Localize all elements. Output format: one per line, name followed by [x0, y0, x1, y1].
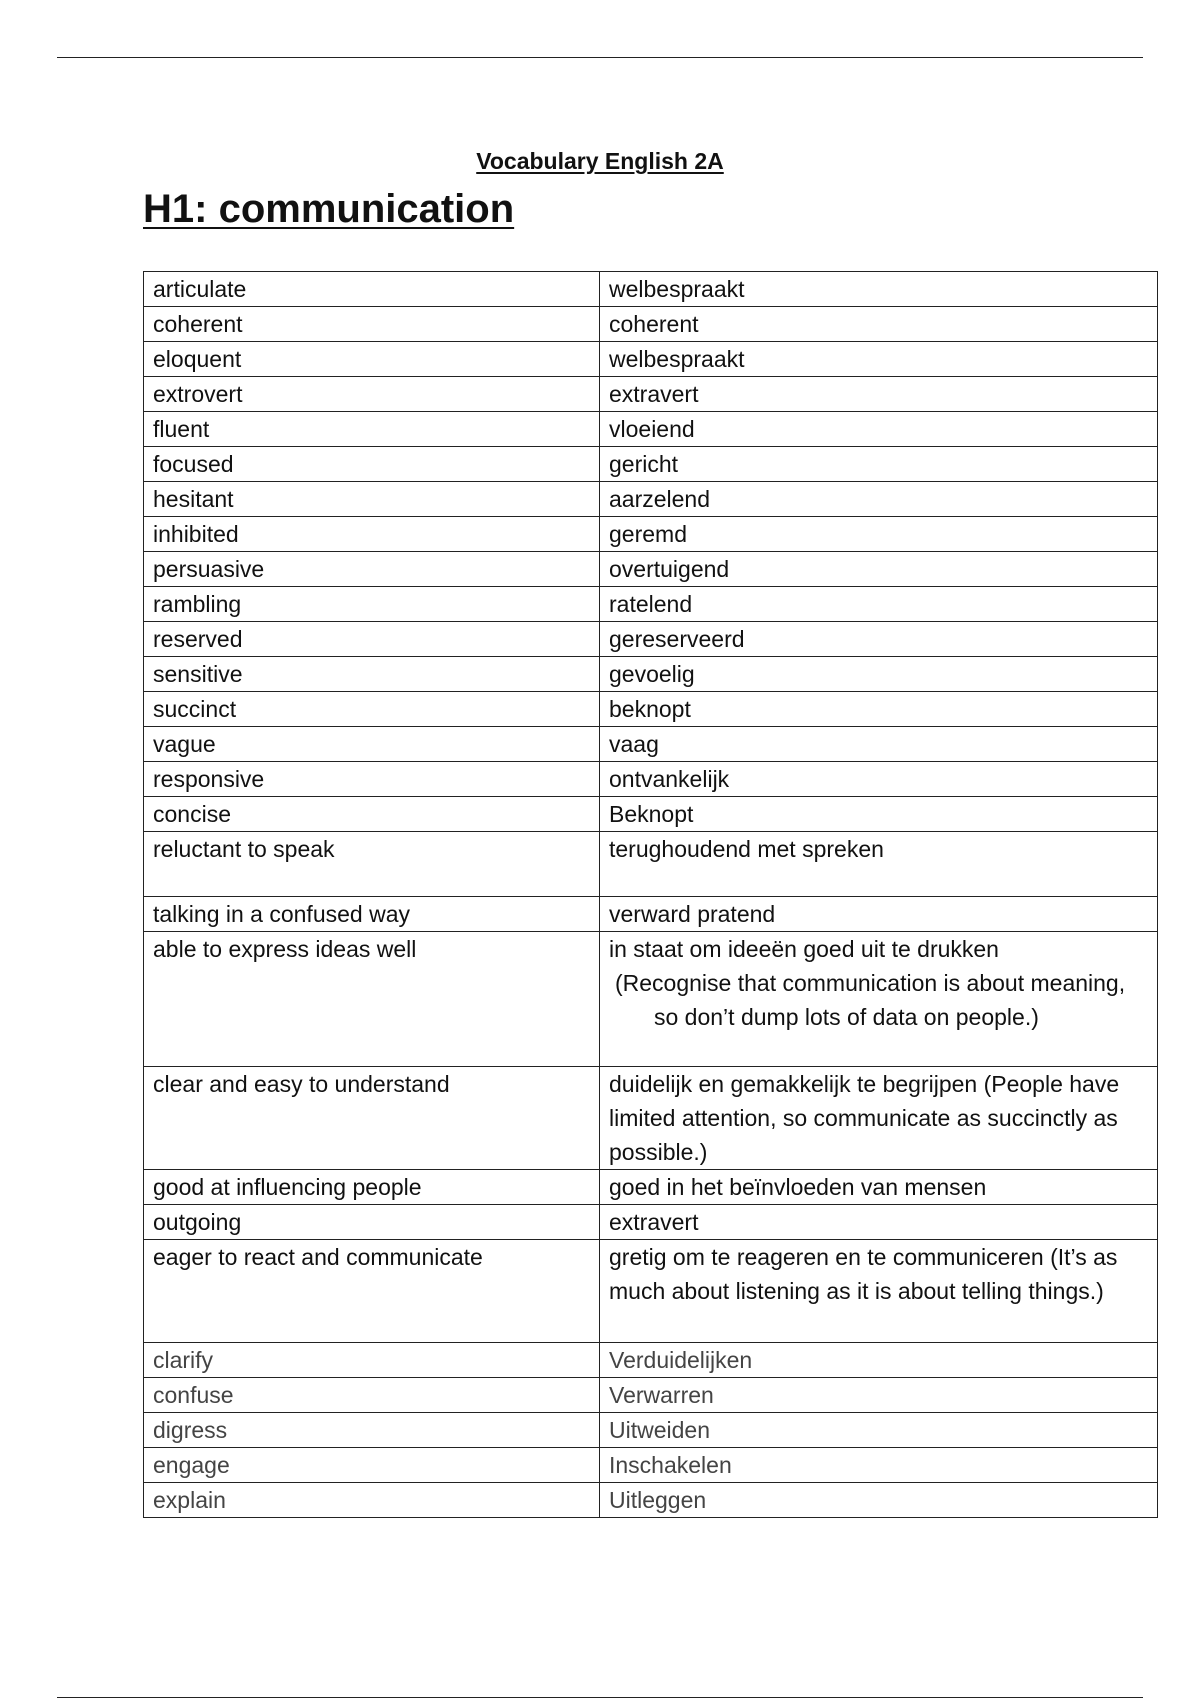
dutch-translation: gericht [600, 447, 1158, 482]
dutch-translation: Beknopt [600, 797, 1158, 832]
dutch-translation: extravert [600, 377, 1158, 412]
table-row [144, 1067, 1158, 1170]
english-term: coherent [144, 307, 600, 342]
dutch-translation: geremd [600, 517, 1158, 552]
table-row [144, 587, 1158, 622]
table-row [144, 517, 1158, 552]
english-term: inhibited [144, 517, 600, 552]
table-row [144, 447, 1158, 482]
dutch-translation: ontvankelijk [600, 762, 1158, 797]
english-term: extrovert [144, 377, 600, 412]
english-term: outgoing [144, 1205, 600, 1240]
english-term: talking in a confused way [144, 897, 600, 932]
table-row [144, 552, 1158, 587]
english-term: responsive [144, 762, 600, 797]
english-term: vague [144, 727, 600, 762]
document-title: Vocabulary English 2A [476, 148, 724, 174]
table-row [144, 1205, 1158, 1240]
english-term: fluent [144, 412, 600, 447]
dutch-translation: Verduidelijken [600, 1343, 1158, 1378]
dutch-translation: Uitleggen [600, 1483, 1158, 1518]
table-row [144, 1240, 1158, 1343]
chapter-heading: H1: communication [143, 187, 515, 231]
english-term: articulate [144, 272, 600, 307]
dutch-translation: Inschakelen [600, 1448, 1158, 1483]
english-term: hesitant [144, 482, 600, 517]
english-term: clarify [144, 1343, 600, 1378]
english-term: succinct [144, 692, 600, 727]
english-term: clear and easy to understand [144, 1067, 600, 1170]
dutch-translation: Verwarren [600, 1378, 1158, 1413]
table-row [144, 622, 1158, 657]
dutch-translation: Uitweiden [600, 1413, 1158, 1448]
table-row [144, 412, 1158, 447]
table-row [144, 1413, 1158, 1448]
dutch-translation: duidelijk en gemakkelijk te begrijpen (People have limited attention, so communicate as succinctly as possible.) [600, 1067, 1158, 1170]
table-row [144, 932, 1158, 1067]
english-term: engage [144, 1448, 600, 1483]
dutch-translation: verward pratend [600, 897, 1158, 932]
vocabulary-table [143, 271, 1158, 1518]
dutch-translation: coherent [600, 307, 1158, 342]
english-term: good at influencing people [144, 1170, 600, 1205]
dutch-translation: gevoelig [600, 657, 1158, 692]
english-term: reluctant to speak [144, 832, 600, 897]
table-row [144, 342, 1158, 377]
dutch-translation: welbespraakt [600, 272, 1158, 307]
english-term: focused [144, 447, 600, 482]
dutch-translation: gretig om te reageren en te communiceren (It’s as much about listening as it is about telling things.) [600, 1240, 1158, 1343]
table-row [144, 692, 1158, 727]
dutch-translation: aarzelend [600, 482, 1158, 517]
dutch-translation: vaag [600, 727, 1158, 762]
table-row [144, 1448, 1158, 1483]
dutch-translation: welbespraakt [600, 342, 1158, 377]
english-term: persuasive [144, 552, 600, 587]
table-row [144, 832, 1158, 897]
table-row [144, 762, 1158, 797]
table-row [144, 1170, 1158, 1205]
translation-note: (Recognise that communication is about meaning, so don’t dump lots of data on people.) [615, 970, 1126, 1030]
dutch-translation: vloeiend [600, 412, 1158, 447]
table-row [144, 1378, 1158, 1413]
header-rule [57, 57, 1143, 58]
english-term: digress [144, 1413, 600, 1448]
english-term: sensitive [144, 657, 600, 692]
english-term: concise [144, 797, 600, 832]
english-term: eager to react and communicate [144, 1240, 600, 1343]
dutch-translation: ratelend [600, 587, 1158, 622]
dutch-translation: terughoudend met spreken [600, 832, 1158, 897]
dutch-translation: gereserveerd [600, 622, 1158, 657]
dutch-translation: beknopt [600, 692, 1158, 727]
footer-rule [57, 1697, 1143, 1698]
table-row [144, 657, 1158, 692]
table-row [144, 377, 1158, 412]
dutch-translation: in staat om ideeën goed uit te drukken [609, 936, 999, 962]
table-row [144, 1343, 1158, 1378]
dutch-translation: overtuigend [600, 552, 1158, 587]
english-term: reserved [144, 622, 600, 657]
table-row [144, 1483, 1158, 1518]
dutch-translation: extravert [600, 1205, 1158, 1240]
table-row [144, 727, 1158, 762]
table-row [144, 307, 1158, 342]
english-term: confuse [144, 1378, 600, 1413]
table-row [144, 797, 1158, 832]
table-row [144, 272, 1158, 307]
dutch-translation: goed in het beïnvloeden van mensen [600, 1170, 1158, 1205]
table-row [144, 482, 1158, 517]
table-row [144, 897, 1158, 932]
english-term: able to express ideas well [144, 932, 600, 1067]
dutch-translation-cell [600, 932, 1158, 1067]
english-term: explain [144, 1483, 600, 1518]
english-term: rambling [144, 587, 600, 622]
english-term: eloquent [144, 342, 600, 377]
